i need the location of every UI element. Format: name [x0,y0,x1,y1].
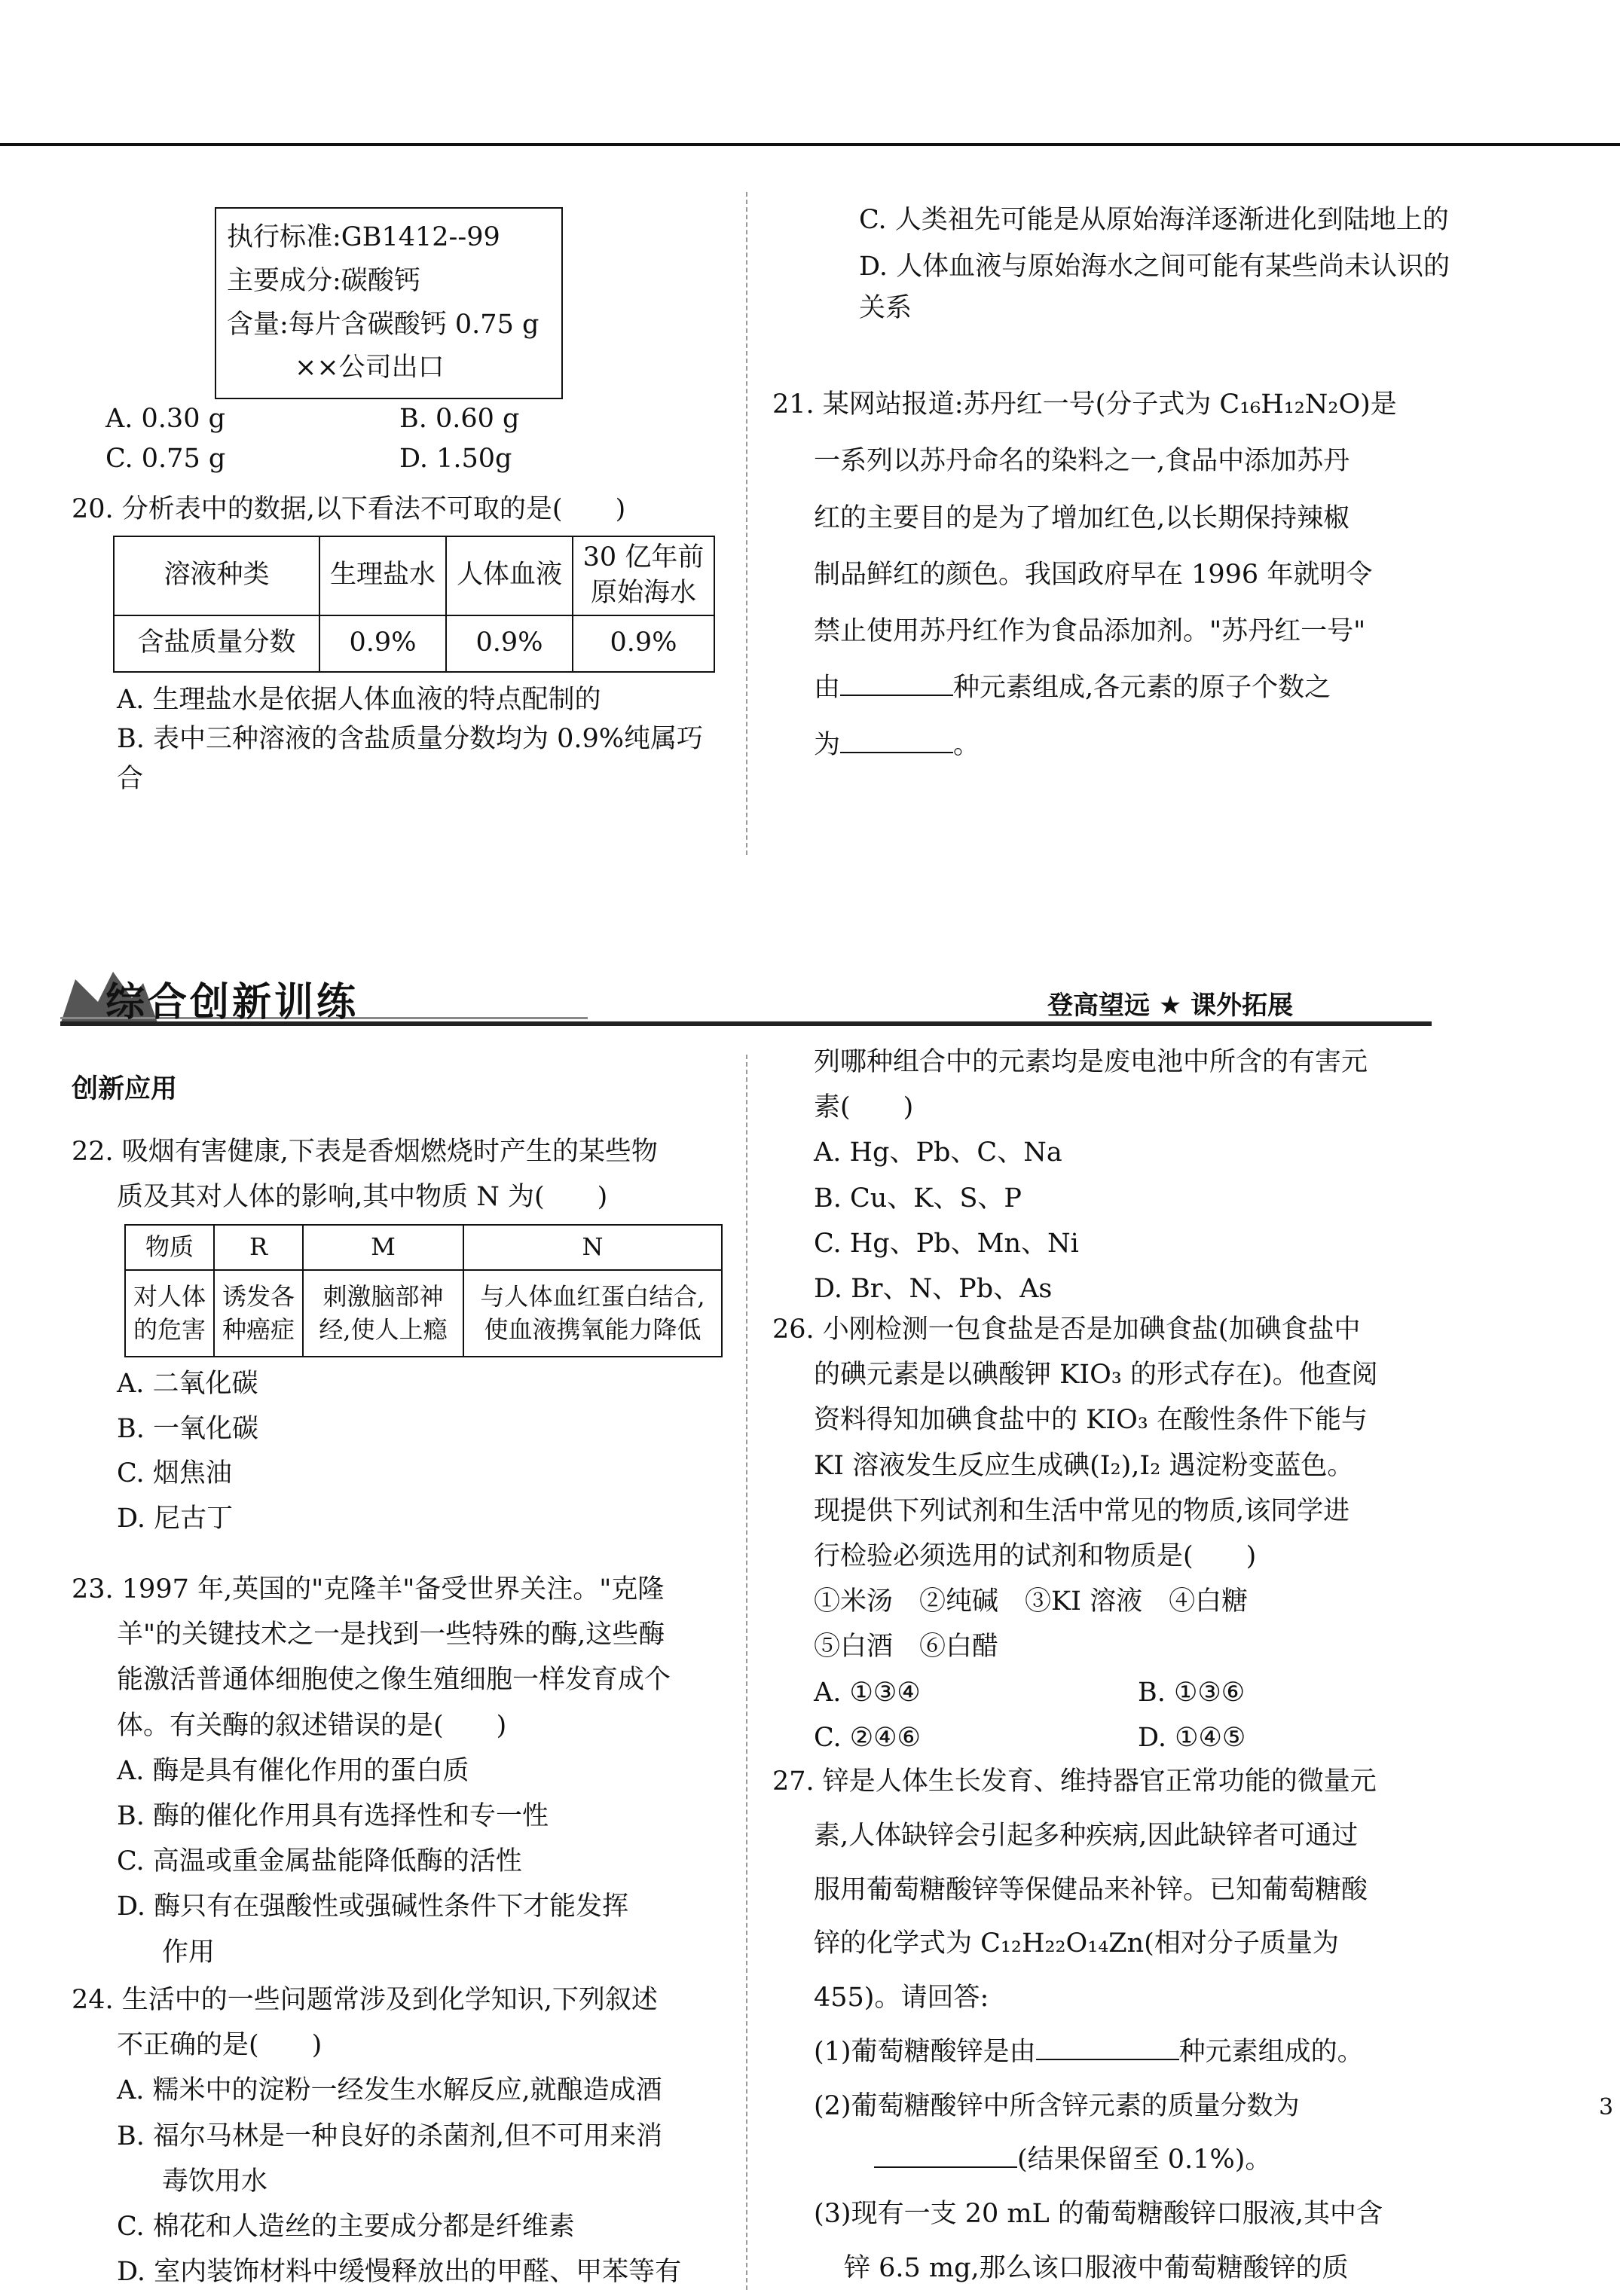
q26-stem-6: 行检验必须选用的试剂和物质是( ) [814,1540,1257,1571]
section-innovation [72,1070,727,1110]
q21-blank-ratio[interactable] [840,725,953,753]
q23-stem-1: 23. 1997 年,英国的"克隆羊"备受世界关注。"克隆 [72,1574,665,1604]
q26-items-2: ⑤白酒 ⑥白醋 [814,1632,999,1662]
question-22 [72,1130,727,1541]
q26-stem-2: 的碘元素是以碘酸钾 KIO₃ 的形式存在)。他查阅 [814,1360,1378,1391]
banner-title: 综合创新训练 [105,980,359,1025]
q27-part-2-answer: (结果保留至 0.1%)。 [814,2133,1454,2188]
q20-th-blood: 人体血液 [446,536,573,615]
q24-stem-2: 不正确的是( ) [117,2030,322,2061]
q19-option-a: A. 0.30 g [105,404,225,434]
q22-th-substance: 物质 [125,1225,214,1270]
q23-stem-2: 羊"的关键技术之一是找到一些特殊的酶,这些酶 [117,1620,665,1650]
q19-option-c: C. 0.75 g [105,443,226,474]
q20-table [113,536,715,673]
question-27 [772,1755,1454,2296]
q21-line-7: 为 。 [814,717,1454,774]
q26-stem-5: 现提供下列试剂和生活中常见的物质,该同学进 [814,1495,1350,1526]
question-20 [72,490,727,798]
q22-th-n: N [463,1225,722,1270]
q20-th-type: 溶液种类 [114,536,319,615]
q20-td-label: 含盐质量分数 [114,615,319,672]
q27-part-1: (1)葡萄糖酸锌是由 种元素组成的。 [814,2026,1454,2080]
q22-option-b: B. 一氧化碳 [117,1413,258,1444]
q20-td-seawater: 0.9% [573,615,714,672]
q22-stem-1: 22. 吸烟有害健康,下表是香烟燃烧时产生的某些物 [72,1137,658,1167]
q21-line-5: 禁止使用苏丹红作为食品添加剂。"苏丹红一号" [814,616,1366,646]
q20-td-blood: 0.9% [446,615,573,672]
q27-blank-elements[interactable] [1036,2032,1179,2060]
q21-line-6: 由 种元素组成,各元素的原子个数之 [814,660,1454,716]
q21-line-4: 制品鲜红的颜色。我国政府早在 1996 年就明令 [814,559,1373,590]
q19-option-b: B. 0.60 g [399,404,520,434]
q27-stem-1: 27. 锌是人体生长发育、维持器官正常功能的微量元 [772,1766,1377,1797]
q24-option-d: D. 室内装饰材料中缓慢释放出的甲醛、甲苯等有 [117,2257,682,2288]
q24-option-c: C. 棉花和人造丝的主要成分都是纤维素 [117,2211,575,2242]
q27-stem-2: 素,人体缺锌会引起多种疾病,因此缺锌者可通过 [814,1820,1359,1851]
header-rule [0,143,1620,146]
q27-stem-4: 锌的化学式为 C₁₂H₂₂O₁₄Zn(相对分子质量为 [814,1928,1339,1959]
q20-stem: 20. 分析表中的数据,以下看法不可取的是( ) [72,494,626,524]
q25-option-a: A. Hg、Pb、C、Na [814,1137,1062,1168]
product-label-box [215,207,563,399]
q19-options [72,399,727,478]
label-company: ××公司出口 [295,353,445,383]
q24-stem-1: 24. 生活中的一些问题常涉及到化学知识,下列叙述 [72,1985,658,2015]
q25-option-c: C. Hg、Pb、Mn、Ni [814,1228,1079,1259]
q24-option-a: A. 糯米中的淀粉一经发生水解反应,就酿造成酒 [117,2075,662,2106]
q26-option-c: C. ②④⑥ [814,1722,921,1753]
label-content: 含量:每片含碳酸钙 0.75 g [227,309,539,340]
q22-td-label: 对人体的危害 [125,1270,214,1357]
q25-stem-1: 列哪种组合中的元素均是废电池中所含的有害元 [814,1047,1368,1077]
q23-option-a: A. 酶是具有催化作用的蛋白质 [117,1755,469,1786]
q26-stem-3: 资料得知加碘食盐中的 KIO₃ 在酸性条件下能与 [814,1405,1368,1436]
q27-part-3-1: (3)现有一支 20 mL 的葡萄糖酸锌口服液,其中含 [814,2199,1383,2229]
banner-subtitle: 登高望远 ★ 课外拓展 [1047,991,1294,1021]
q25-stem-2: 素( ) [814,1092,914,1123]
q22-option-c: C. 烟焦油 [117,1458,232,1488]
q19-option-d: D. 1.50g [399,443,512,474]
q20-td-saline: 0.9% [319,615,446,672]
q21-line-3: 红的主要目的是为了增加红色,以长期保持辣椒 [814,502,1350,533]
q21-line-1: 21. 某网站报道:苏丹红一号(分子式为 C₁₆H₁₂N₂O)是 [772,389,1397,420]
q27-stem-3: 服用葡萄糖酸锌等保健品来补锌。已知葡萄糖酸 [814,1874,1368,1905]
page-number: 3 [1599,2094,1614,2120]
question-21 [772,377,1454,774]
q21-blank-elements[interactable] [840,668,953,696]
q23-option-d-2: 作用 [162,1937,215,1968]
column-divider-bottom [746,1055,747,2290]
q22-table [124,1224,723,1357]
q26-option-b: B. ①③⑥ [1138,1677,1246,1708]
q24-option-b-2: 毒饮用水 [162,2166,268,2197]
q20-option-b: B. 表中三种溶液的含盐质量分数均为 0.9%纯属巧合 [117,724,704,794]
section-heading: 创新应用 [72,1074,178,1104]
q26-stem-4: KI 溶液发生反应生成碘(I₂),I₂ 遇淀粉变蓝色。 [814,1450,1354,1481]
question-23 [72,1567,727,1975]
q23-stem-4: 体。有关酶的叙述错误的是( ) [117,1710,507,1741]
q20-option-a: A. 生理盐水是依据人体血液的特点配制的 [117,684,601,715]
q25-option-b: B. Cu、K、S、P [814,1183,1022,1214]
q23-option-c: C. 高温或重金属盐能降低酶的活性 [117,1846,522,1877]
q22-td-n: 与人体血红蛋白结合,使血液携氧能力降低 [463,1270,722,1357]
q22-stem-2: 质及其对人体的影响,其中物质 N 为( ) [117,1181,608,1212]
q27-blank-mass-fraction[interactable] [874,2140,1017,2168]
question-24 [72,1977,727,2294]
q22-option-d: D. 尼古丁 [117,1503,234,1534]
label-ingredient: 主要成分:碳酸钙 [227,265,420,296]
q24-option-b-1: B. 福尔马林是一种良好的杀菌剂,但不可用来消 [117,2120,663,2151]
q22-th-m: M [303,1225,463,1270]
q23-stem-3: 能激活普通体细胞使之像生殖细胞一样发育成个 [117,1665,671,1696]
q26-option-a: A. ①③④ [814,1677,921,1708]
q20-th-saline: 生理盐水 [319,536,446,615]
q20-option-c: C. 人类祖先可能是从原始海洋逐渐进化到陆地上的 [859,205,1449,235]
q22-th-r: R [214,1225,303,1270]
question-26 [772,1307,1454,1760]
q27-part-3-2: 锌 6.5 mg,那么该口服液中葡萄糖酸锌的质 [844,2252,1349,2283]
q20-option-d: D. 人体血液与原始海水之间可能有某些尚未认识的关系 [859,252,1450,323]
question-25 [814,1040,1454,1311]
q27-part-2: (2)葡萄糖酸锌中所含锌元素的质量分数为 [814,2090,1300,2121]
q26-option-d: D. ①④⑤ [1138,1722,1246,1753]
q22-td-r: 诱发各种癌症 [214,1270,303,1357]
q23-option-b: B. 酶的催化作用具有选择性和专一性 [117,1800,549,1831]
q26-items-1: ①米汤 ②纯碱 ③KI 溶液 ④白糖 [814,1586,1249,1617]
q27-stem-5: 455)。请回答: [814,1983,989,2013]
q25-option-d: D. Br、N、Pb、As [814,1273,1053,1304]
q23-option-d-1: D. 酶只有在强酸性或强碱性条件下才能发挥 [117,1891,629,1922]
column-divider-top [746,192,747,855]
q26-stem-1: 26. 小刚检测一包食盐是否是加碘食盐(加碘食盐中 [772,1314,1361,1345]
q21-line-2: 一系列以苏丹命名的染料之一,食品中添加苏丹 [814,446,1350,477]
q22-option-a: A. 二氧化碳 [117,1369,258,1399]
q22-td-m: 刺激脑部神经,使人上瘾 [303,1270,463,1357]
question-20-continued [814,200,1454,328]
label-standard: 执行标准:GB1412--99 [227,222,500,252]
q20-th-seawater: 30 亿年前原始海水 [573,536,714,615]
